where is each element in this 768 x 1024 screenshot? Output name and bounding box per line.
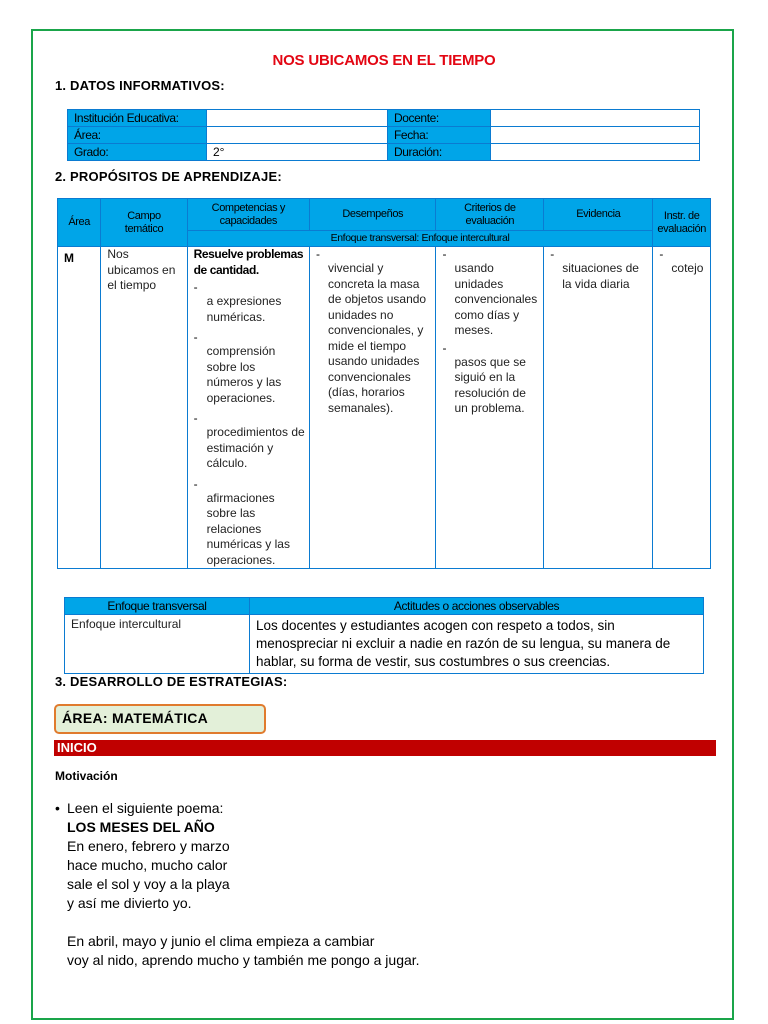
dash-9: -	[659, 247, 664, 261]
datos-table	[67, 109, 700, 161]
enfoque-name: Enfoque intercultural	[65, 615, 250, 674]
dash-1: -	[193, 280, 198, 294]
dash-5: -	[316, 247, 321, 261]
poem-line: hace mucho, mucho calor	[67, 857, 228, 873]
dash-4: -	[193, 476, 198, 491]
label-fecha: Fecha:	[388, 127, 491, 144]
criterios-cell	[436, 247, 544, 569]
header-competencias: Competencias y capacidades	[187, 199, 309, 231]
capacidad-2: comprensión sobre los números y las operaciones.	[206, 344, 282, 405]
label-grado: Grado:	[68, 144, 207, 161]
area-value[interactable]	[207, 127, 388, 144]
docente-value[interactable]	[491, 110, 700, 127]
poem-intro: Leen el siguiente poema:	[67, 800, 224, 816]
capacidad-4: afirmaciones sobre las relaciones numéricas y las operaciones.	[206, 490, 290, 567]
poem-line: sale el sol y voy a la playa	[67, 876, 230, 892]
bullet-icon: •	[55, 800, 60, 816]
header-desempenos: Desempeños	[310, 199, 436, 231]
duracion-value[interactable]	[491, 144, 700, 161]
fecha-value[interactable]	[491, 127, 700, 144]
desempeno-text: vivencial y concreta la masa de objetos usando unidades no convencionales, y mide el tiempo usando unidades convencionales (días, horarios semanales).	[328, 261, 427, 415]
enfoque-header-2: Actitudes o acciones observables	[250, 598, 704, 615]
area-cell: M	[58, 247, 101, 569]
label-area: Área:	[68, 127, 207, 144]
label-institucion: Institución Educativa:	[68, 110, 207, 127]
dash-6: -	[442, 247, 447, 261]
poem-line: voy al nido, aprendo mucho y también me pongo a jugar.	[67, 952, 420, 968]
inicio-banner: INICIO	[54, 740, 716, 756]
competencias-cell	[187, 247, 309, 569]
section-datos-heading: 1. DATOS INFORMATIVOS:	[55, 78, 225, 93]
evidencia-cell	[544, 247, 653, 569]
enfoque-actitudes: Los docentes y estudiantes acogen con respeto a todos, sin menospreciar ni excluir a nadie en razón de su lengua, su manera de hablar, su forma de vestir, sus costumbres o sus creencias.	[250, 615, 704, 674]
propositos-table	[57, 198, 711, 569]
dash-8: -	[550, 247, 555, 261]
competencia-title: Resuelve problemas de cantidad.	[193, 247, 304, 277]
header-criterios: Criterios de evaluación	[436, 199, 544, 231]
poem-spacer	[67, 913, 420, 932]
label-duracion: Duración:	[388, 144, 491, 161]
dash-7: -	[442, 340, 447, 355]
dash-2: -	[193, 330, 198, 344]
poem	[67, 799, 420, 970]
enfoque-table	[64, 597, 704, 674]
label-docente: Docente:	[388, 110, 491, 127]
grado-value[interactable]: 2°	[207, 144, 388, 161]
header-campo: Campo temático	[101, 199, 187, 247]
capacidad-3: procedimientos de estimación y cálculo.	[206, 425, 305, 470]
poem-line: En enero, febrero y marzo	[67, 838, 230, 854]
motivacion-label: Motivación	[55, 769, 118, 783]
evidencia-text: situaciones de la vida diaria	[562, 261, 639, 291]
desempenos-cell	[310, 247, 436, 569]
poem-line: En abril, mayo y junio el clima empieza a cambiar	[67, 933, 375, 949]
section-estrategias-heading: 3. DESARROLLO DE ESTRATEGIAS:	[55, 674, 288, 689]
enfoque-header-1: Enfoque transversal	[65, 598, 250, 615]
area-box: ÁREA: MATEMÁTICA	[54, 704, 266, 734]
capacidad-1: a expresiones numéricas.	[206, 294, 282, 324]
instr-cell	[653, 247, 711, 569]
campo-text: Nos ubicamos en el tiempo	[107, 247, 176, 292]
poem-title: LOS MESES DEL AÑO	[67, 819, 215, 835]
instr-text: cotejo	[671, 261, 704, 275]
criterio-1: usando unidades convencionales como días y meses.	[454, 261, 538, 337]
campo-cell	[101, 247, 187, 569]
poem-line: y así me divierto yo.	[67, 895, 192, 911]
header-evidencia: Evidencia	[544, 199, 653, 231]
enfoque-transversal-row: Enfoque transversal: Enfoque intercultural	[187, 231, 653, 247]
section-propositos-heading: 2. PROPÓSITOS DE APRENDIZAJE:	[55, 169, 282, 184]
page-title: NOS UBICAMOS EN EL TIEMPO	[272, 52, 496, 69]
criterio-2: pasos que se siguió en la resolución de un problema.	[454, 354, 526, 415]
header-area: Área	[58, 199, 101, 247]
institucion-value[interactable]	[207, 110, 388, 127]
header-instr: Instr. de evaluación	[653, 199, 711, 247]
dash-3: -	[193, 411, 198, 425]
